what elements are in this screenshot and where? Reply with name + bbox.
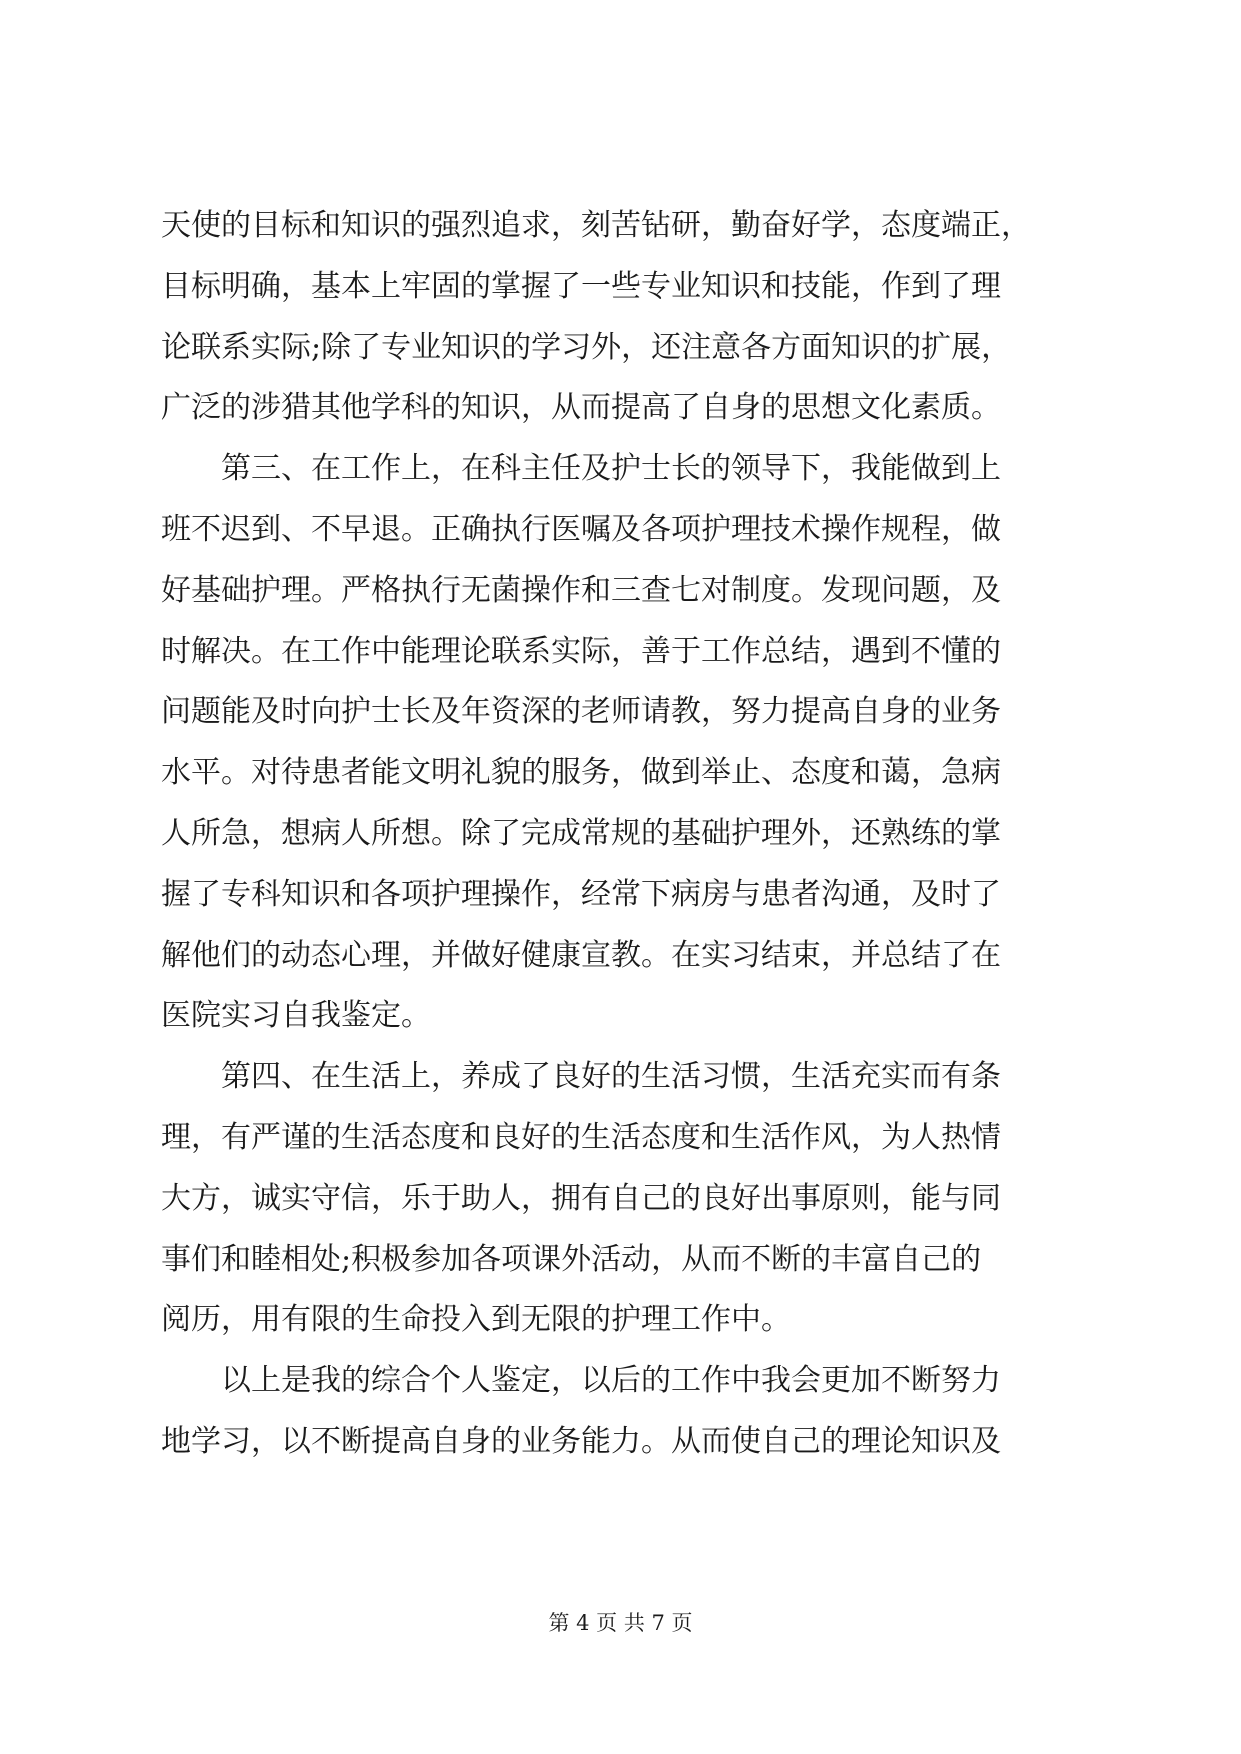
text-line: 理，有严谨的生活态度和良好的生活态度和生活作风，为人热情 [161, 1119, 1001, 1155]
text-line: 人所急，想病人所想。除了完成常规的基础护理外，还熟练的掌 [161, 815, 1001, 851]
page-footer [0, 1608, 1241, 1638]
text-line: 医院实习自我鉴定。 [161, 998, 431, 1034]
text-line: 水平。对待患者能文明礼貌的服务，做到举止、态度和蔼，急病 [161, 755, 1001, 791]
page-number: 第 4 页 共 7 页 [548, 1611, 693, 1635]
text-line: 广泛的涉猎其他学科的知识，从而提高了自身的思想文化素质。 [161, 390, 1001, 426]
text-line: 地学习，以不断提高自身的业务能力。从而使自己的理论知识及 [161, 1423, 1001, 1459]
paragraph-start-line: 第四、在生活上，养成了良好的生活习惯，生活充实而有条 [161, 1059, 1001, 1095]
text-line: 目标明确，基本上牢固的掌握了一些专业知识和技能，作到了理 [161, 268, 1001, 304]
text-line: 班不迟到、不早退。正确执行医嘱及各项护理技术操作规程，做 [161, 511, 1001, 547]
text-line: 问题能及时向护士长及年资深的老师请教，努力提高自身的业务 [161, 694, 1001, 730]
text-line: 天使的目标和知识的强烈追求，刻苦钻研，勤奋好学，态度端正， [161, 208, 1031, 243]
text-line: 握了专科知识和各项护理操作，经常下病房与患者沟通，及时了 [161, 876, 1001, 912]
text-line: 事们和睦相处;积极参加各项课外活动，从而不断的丰富自己的 [161, 1241, 982, 1277]
text-line: 好基础护理。严格执行无菌操作和三查七对制度。发现问题，及 [161, 572, 1001, 608]
body-text [161, 196, 1091, 1473]
text-line: 解他们的动态心理，并做好健康宣教。在实习结束，并总结了在 [161, 937, 1001, 973]
text-line: 时解决。在工作中能理论联系实际，善于工作总结，遇到不懂的 [161, 633, 1001, 669]
text-line: 阅历，用有限的生命投入到无限的护理工作中。 [161, 1302, 791, 1338]
text-line: 论联系实际;除了专业知识的学习外，还注意各方面知识的扩展， [161, 329, 1012, 365]
paragraph-start-line: 第三、在工作上，在科主任及护士长的领导下，我能做到上 [161, 451, 1001, 487]
paragraph-start-line: 以上是我的综合个人鉴定，以后的工作中我会更加不断努力 [161, 1363, 1001, 1399]
text-line: 大方，诚实守信，乐于助人，拥有自己的良好出事原则，能与同 [161, 1180, 1001, 1216]
